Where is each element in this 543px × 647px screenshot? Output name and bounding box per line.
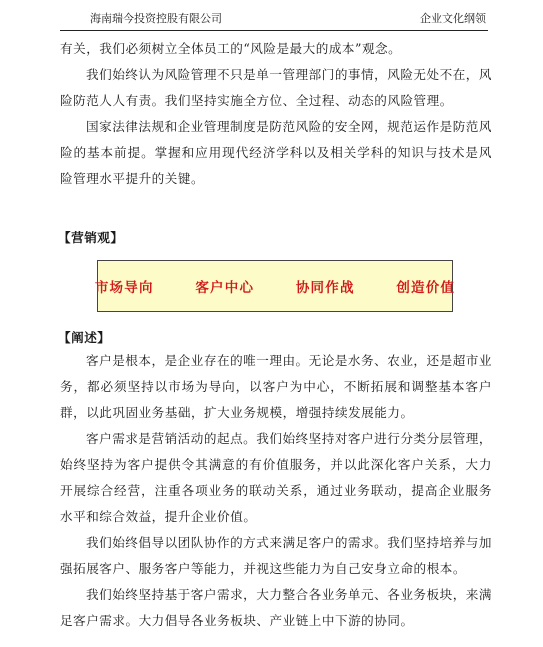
page-header <box>60 8 488 31</box>
marketing-paragraph-3: 我们始终倡导以团队协作的方式来满足客户的需求。我们坚持培养与加强拓展客户、服务客户等能力，并视这些能力为自己安身立命的根本。 <box>60 535 492 576</box>
company-name: 海南瑞今投资控股有限公司 <box>90 12 222 25</box>
risk-paragraph-3: 国家法律法规和企业管理制度是防范风险的安全网，规范运作是防范风险的基本前提。掌握和应用现代经济学科以及相关学科的知识与技术是风险管理水平提升的关键。 <box>60 119 492 186</box>
risk-paragraph-2: 我们始终认为风险管理不只是单一管理部门的事情，风险无处不在，风险防范人人有责。我们坚持实施全方位、全过程、动态的风险管理。 <box>60 67 492 108</box>
slogan-box <box>94 260 456 312</box>
section-title: 企业文化纲领 <box>420 12 486 25</box>
risk-paragraph-1: 有关，我们必须树立全体员工的“风险是最大的成本”观念。 <box>60 41 402 56</box>
slogan-text: 市场导向 客户中心 协同作战 创造价值 <box>94 280 456 296</box>
explain-heading: 【阐述】 <box>58 330 111 345</box>
marketing-paragraph-1: 客户是根本，是企业存在的唯一理由。无论是水务、农业，还是超市业务，都必须坚持以市场为导向，以客户为中心，不断拓展和调整基本客户群，以此巩固业务基础，扩大业务规模，增强持续发展能力。 <box>60 353 492 420</box>
marketing-paragraph-4: 我们始终坚持基于客户需求，大力整合各业务单元、各业务板块，来满足客户需求。大力倡导各业务板块、产业链上中下游的协同。 <box>60 587 492 628</box>
marketing-heading: 【营销观】 <box>58 230 124 245</box>
marketing-paragraph-2: 客户需求是营销活动的起点。我们始终坚持对客户进行分类分层管理，始终坚持为客户提供令其满意的有价值服务，并以此深化客户关系，大力开展综合经营，注重各项业务的联动关系，通过业务联动，提高企业服务水平和综合效益，提升企业价值。 <box>60 431 492 524</box>
